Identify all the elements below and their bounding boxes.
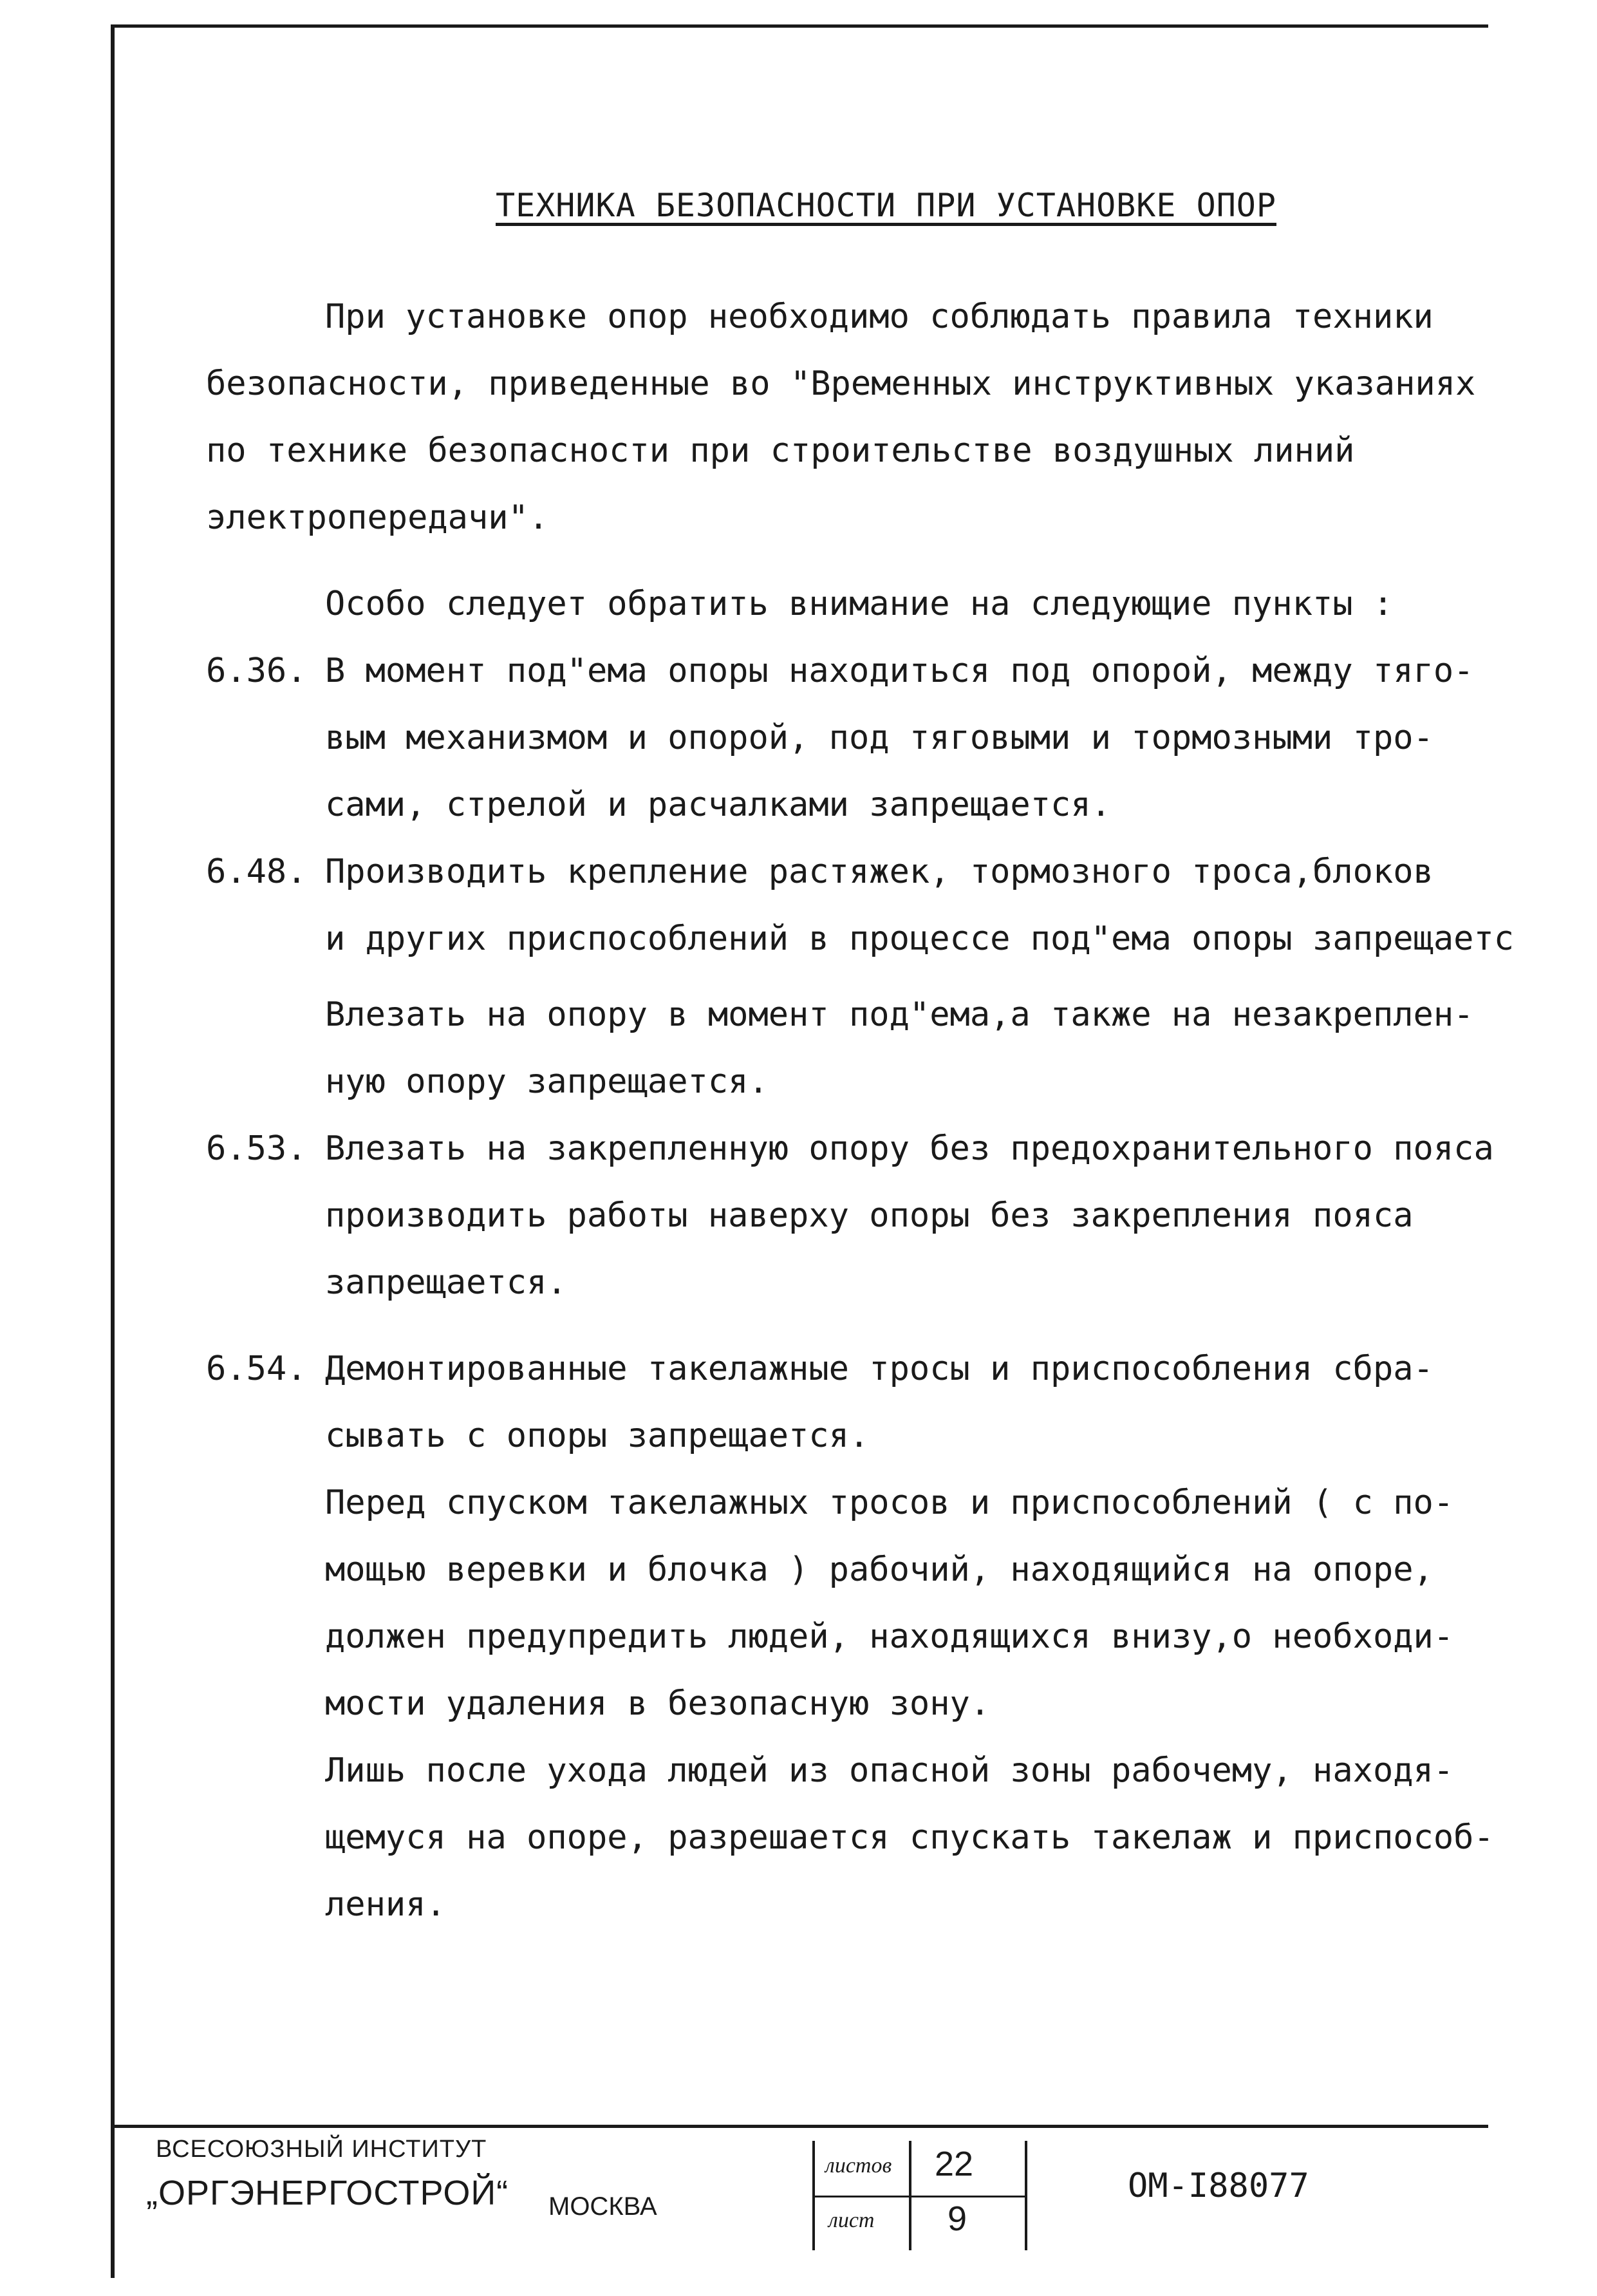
rule-item-6-48 <box>206 838 1515 972</box>
intro-line: электропередачи". <box>206 498 549 537</box>
institute-label: ВСЕСОЮЗНЫЙ ИНСТИТУТ <box>156 2136 487 2163</box>
rule-subparagraph <box>206 981 1487 1115</box>
rule-line: Влезать на опору в момент под"ема,а также на незакреплен- <box>325 995 1474 1034</box>
rule-number: 6.54. <box>206 1350 307 1388</box>
city-label: МОСКВА <box>548 2192 657 2221</box>
sheet-number-value: 9 <box>948 2199 967 2238</box>
rule-line: щемуся на опоре, разрешается спускать такелаж и приспособ- <box>325 1818 1494 1857</box>
institute-name: „ОРГЭНЕРГОСТРОЙ“ <box>146 2174 509 2212</box>
stamp-divider <box>1025 2141 1027 2250</box>
rule-number: 6.48. <box>206 852 307 891</box>
document-code: ОМ-I88077 <box>1128 2167 1309 2205</box>
rule-line: сами, стрелой и расчалками запрещается. <box>325 786 1111 824</box>
rule-number: 6.36. <box>206 652 307 690</box>
rule-number: 6.53. <box>206 1129 307 1168</box>
sheets-count-value: 22 <box>935 2145 974 2183</box>
rule-line: Производить крепление растяжек, тормозного троса,блоков <box>325 852 1434 891</box>
sheet-number-label: лист <box>828 2208 875 2232</box>
intro-line: по технике безопасности при строительстве воздушных линий <box>206 431 1355 470</box>
rule-item-6-36 <box>206 637 1487 838</box>
rule-line: мощью веревки и блочка ) рабочий, находящийся на опоре, <box>325 1550 1434 1589</box>
intro-line: безопасности, приведенные во "Временных инструктивных указаниях <box>206 364 1476 403</box>
lead-paragraph <box>206 570 1487 637</box>
lead-line: Особо следует обратить внимание на следующие пункты : <box>325 585 1394 623</box>
rule-line: Демонтированные такелажные тросы и приспособления сбра- <box>325 1350 1434 1388</box>
intro-line: При установке опор необходимо соблюдать правила техники <box>325 297 1434 336</box>
rule-line: сывать с опоры запрещается. <box>325 1416 870 1455</box>
sheets-count-label: листов <box>825 2154 892 2178</box>
rule-line: Лишь после ухода людей из опасной зоны рабочему, находя- <box>325 1751 1454 1790</box>
rule-line: производить работы наверху опоры без закрепления пояса <box>325 1196 1414 1235</box>
page-title: ТЕХНИКА БЕЗОПАСНОСТИ ПРИ УСТАНОВКЕ ОПОР <box>496 187 1276 224</box>
intro-paragraph <box>206 283 1487 551</box>
rule-subparagraph <box>206 1737 1494 1938</box>
rule-line: Влезать на закрепленную опору без предохранительного пояса <box>325 1129 1494 1168</box>
stamp-divider <box>812 2196 1025 2197</box>
rule-line: мости удаления в безопасную зону. <box>325 1684 991 1723</box>
rule-line: и других приспособлений в процессе под"ема опоры запрещаетс <box>325 919 1515 958</box>
rule-item-6-54 <box>206 1335 1487 1469</box>
rule-line: запрещается. <box>325 1263 567 1302</box>
rule-line: В момент под"ема опоры находиться под опорой, между тяго- <box>325 652 1474 690</box>
rule-line: вым механизмом и опорой, под тяговыми и тормозными тро- <box>325 719 1434 757</box>
rule-line: Перед спуском такелажных тросов и приспособлений ( с по- <box>325 1483 1454 1522</box>
title-block <box>111 2125 1488 2263</box>
frame-top-border <box>111 24 1488 28</box>
rule-line: ную опору запрещается. <box>325 1062 769 1101</box>
document-body <box>206 283 1515 1938</box>
rule-item-6-53 <box>206 1115 1494 1316</box>
rule-line: должен предупредить людей, находящихся внизу,о необходи- <box>325 1617 1454 1656</box>
rule-subparagraph <box>206 1469 1487 1737</box>
rule-line: ления. <box>325 1885 446 1924</box>
